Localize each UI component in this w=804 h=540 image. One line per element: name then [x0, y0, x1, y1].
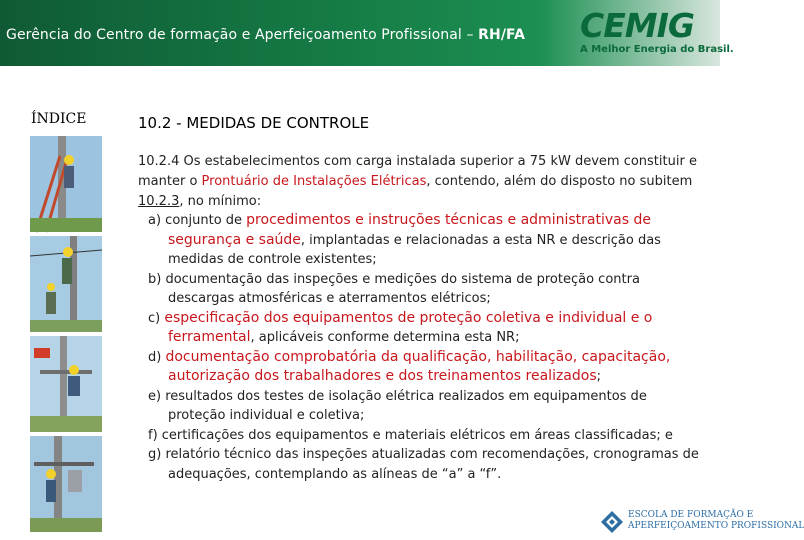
subitem-reference: 10.2.3 — [138, 194, 180, 209]
intro-paragraph — [138, 152, 698, 212]
intro-highlight: Prontuário de Instalações Elétricas — [201, 174, 427, 189]
intro-text-1: 10.2.4 Os estabelecimentos com carga instalada superior a 75 kW devem constituir e manter o — [138, 154, 697, 189]
item-g-text: g) relatório técnico das inspeções atualizadas com recomendações, cronogramas de adequações, contemplando as alíneas de “a” a “f”. — [148, 447, 699, 482]
lineman-crossarm-photo — [30, 336, 102, 432]
page-title-dept: RH/FA — [478, 27, 526, 43]
school-logo-line1: ESCOLA DE FORMAÇÃO E — [628, 510, 754, 520]
school-logo — [600, 504, 804, 540]
list-item — [148, 426, 708, 446]
section-title: 10.2 - MEDIDAS DE CONTROLE — [138, 114, 370, 132]
cemig-logo-word: CEMIG — [580, 6, 694, 45]
item-c-highlight: especificação dos equipamentos de proteção coletiva e individual e o ferramental — [164, 309, 653, 345]
list-item — [148, 270, 708, 309]
index-link[interactable]: ÍNDICE — [31, 111, 87, 127]
page-title-main: Gerência do Centro de formação e Aperfeiçoamento Profissional – — [6, 27, 474, 43]
item-e-text: e) resultados dos testes de isolação elétrica realizados em equipamentos de proteção individual e coletiva; — [148, 388, 647, 423]
item-a-highlight: procedimentos e instruções técnicas e administrativas de segurança e saúde — [168, 212, 651, 248]
list-item — [148, 211, 708, 270]
intro-text-2: , contendo, além do disposto no subitem — [426, 174, 693, 189]
school-logo-icon — [600, 510, 624, 534]
lineman-ladder-photo — [30, 136, 102, 232]
item-a-prefix: a) conjunto de — [148, 213, 247, 228]
item-c-prefix: c) — [148, 310, 165, 326]
cemig-logo-tagline: A Melhor Energia do Brasil. — [580, 44, 734, 55]
item-a-rest: , implantadas e relacionadas a esta NR e descrição das medidas de controle existentes; — [168, 232, 661, 267]
requirements-list — [148, 211, 708, 484]
page-title — [6, 27, 525, 43]
item-f-text: f) certificações dos equipamentos e materiais elétricos em áreas classificadas; e — [148, 427, 673, 443]
list-item — [148, 309, 708, 348]
list-item — [148, 348, 708, 387]
lineman-transformer-photo — [30, 436, 102, 532]
photo-strip — [30, 136, 102, 536]
item-d-prefix: d) — [148, 349, 166, 365]
list-item — [148, 445, 708, 484]
item-d-highlight: documentação comprobatória da qualificação, habilitação, capacitação, autorização dos trabalhadores e dos treinamentos realizados — [165, 348, 671, 384]
list-item — [148, 387, 708, 426]
school-logo-text — [628, 510, 804, 532]
lineman-pole-photo — [30, 236, 102, 332]
item-c-rest: , aplicáveis conforme determina esta NR; — [250, 330, 520, 345]
intro-text-3: , no mínimo: — [179, 194, 262, 209]
school-logo-line2: APERFEIÇOAMENTO PROFISSIONAL — [628, 521, 804, 531]
item-b-text: b) documentação das inspeções e medições do sistema de proteção contra descargas atmosféricas e aterramentos elétricos; — [148, 271, 640, 306]
item-d-rest: ; — [596, 369, 602, 384]
cemig-logo — [578, 6, 734, 62]
